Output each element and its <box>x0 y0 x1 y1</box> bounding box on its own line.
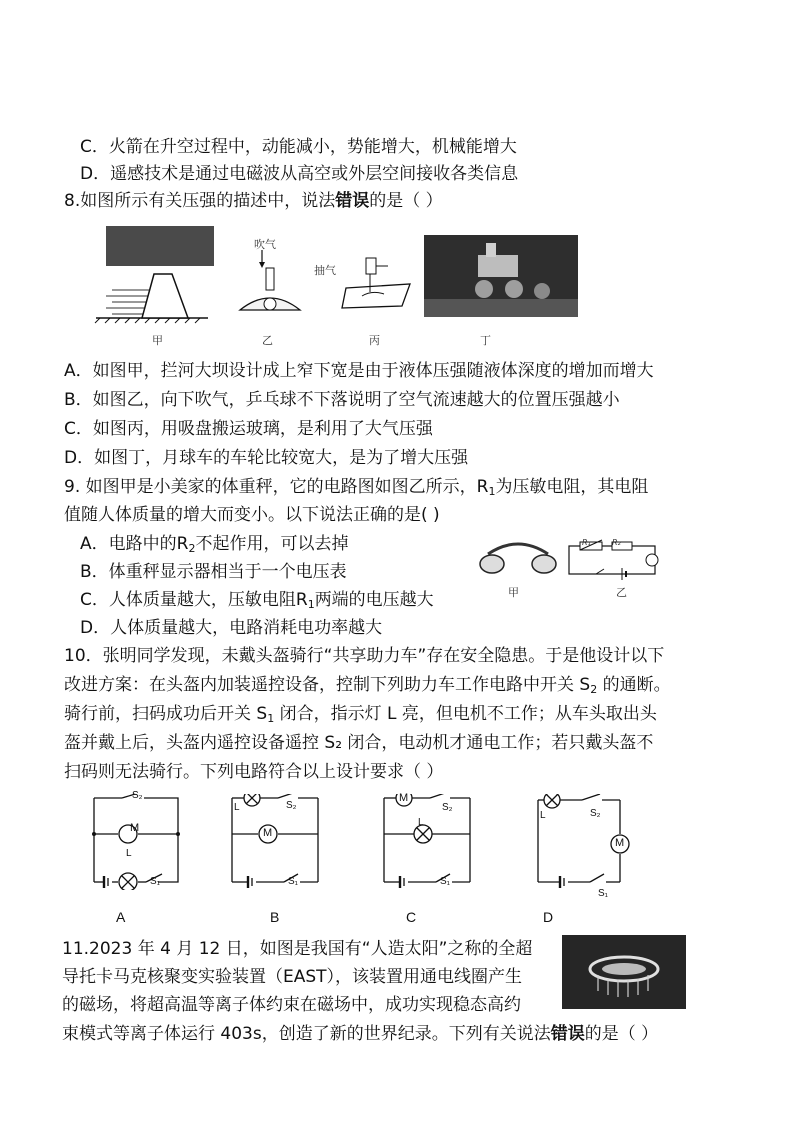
circuit-a-s2-label: S₂ <box>132 790 143 801</box>
q9-option-c <box>80 589 434 616</box>
funnel-ball-diagram <box>232 248 312 320</box>
q11-line4-emphasis: 错误 <box>550 1024 585 1044</box>
circuit-c-motor-label: M <box>399 792 409 804</box>
q10-line3 <box>64 703 657 730</box>
q8-label-jia: 甲 <box>152 334 163 347</box>
circuit-c <box>378 794 478 890</box>
q10-line5: 扫码则无法骑行。下列电路符合以上设计要求（ ） <box>64 762 444 782</box>
q10-line3-text: 骑行前，扫码成功后开关 S <box>64 704 268 724</box>
q11-line4 <box>62 1023 658 1045</box>
q10-line2 <box>64 674 671 701</box>
q10-line3-text-2: 闭合，指示灯 L 亮，但电机不工作；从车头取出头 <box>274 704 657 724</box>
circuit-c-s2-label: S₂ <box>442 802 453 813</box>
q11-line4-text: 束模式等离子体运行 403s，创造了新的世界纪录。下列有关说法 <box>62 1024 551 1044</box>
option-d-label: D <box>543 909 554 925</box>
q9-stem-line1 <box>64 476 648 503</box>
q9-option-c-text: C．人体质量越大，压敏电阻R <box>80 590 308 610</box>
dam-diagram <box>92 268 212 324</box>
q9-stem-line2: 值随人体质量的增大而变小。以下说法正确的是( ) <box>64 505 440 525</box>
q7-option-d: D．遥感技术是通过电磁波从高空或外层空间接收各类信息 <box>80 164 519 184</box>
q8-stem <box>64 190 443 212</box>
q9-option-d: D．人体质量越大，电路消耗电功率越大 <box>80 618 383 638</box>
r2-label: R₂ <box>612 538 621 547</box>
q8-option-a: A．如图甲，拦河大坝设计成上窄下宽是由于液体压强随液体深度的增加而增大 <box>64 361 654 381</box>
q8-stem-text: 8.如图所示有关压强的描述中，说法 <box>64 191 336 211</box>
q10-line2-text: 改进方案：在头盔内加装遥控设备，控制下列助力车工作电路中开关 S <box>64 675 591 695</box>
q7-option-c: C．火箭在升空过程中，动能减小，势能增大，机械能增大 <box>80 137 517 157</box>
circuit-a-l-label: L <box>126 848 132 859</box>
q9-stem-sub: 1 <box>488 485 496 498</box>
circuit-c-l-label: L <box>418 817 424 828</box>
circuit-b-s1-label: S₁ <box>288 876 299 887</box>
q11-line3: 的磁场，将超高温等离子体约束在磁场中，成功实现稳态高约 <box>62 995 521 1015</box>
option-c-label: C <box>406 909 417 925</box>
weight-scale-illustration <box>478 534 558 580</box>
circuit-d-s2-label: S₂ <box>590 808 601 819</box>
q9-label-jia: 甲 <box>508 586 519 599</box>
q8-option-b: B．如图乙，向下吹气，乒乓球不下落说明了空气流速越大的位置压强越小 <box>64 390 620 410</box>
suction-cup-glass-diagram <box>340 250 414 316</box>
q11-line4-bracket: 的是（ ） <box>584 1024 659 1044</box>
option-a-label: A <box>116 909 126 925</box>
circuit-c-s1-label: S₁ <box>440 876 451 887</box>
q9-option-c-sub: 1 <box>307 598 315 611</box>
q8-option-d: D．如图丁，月球车的车轮比较宽大，是为了增大压强 <box>64 448 469 468</box>
q9-stem-text: 9. 如图甲是小美家的体重秤，它的电路图如图乙所示，R <box>64 477 489 497</box>
q10-line2-text-2: 的通断。 <box>597 675 671 695</box>
blow-label: 吹气 <box>254 238 276 251</box>
q9-option-a-text: A．电路中的R <box>80 534 189 554</box>
q9-option-b: B．体重秤显示器相当于一个电压表 <box>80 562 347 582</box>
circuit-d-motor-label: M <box>615 837 625 849</box>
circuit-b-s2-label: S₂ <box>286 800 297 811</box>
q9-option-c-text-2: 两端的电压越大 <box>314 590 434 610</box>
q10-line2-sub: 2 <box>590 683 598 696</box>
q8-label-bing: 丙 <box>369 334 380 347</box>
circuit-d-s1-label: S₁ <box>598 888 609 899</box>
q8-stem-emphasis: 错误 <box>335 191 370 211</box>
q9-label-yi: 乙 <box>616 586 627 599</box>
dam-photo <box>106 226 214 266</box>
q8-option-c: C．如图丙，用吸盘搬运玻璃，是利用了大气压强 <box>64 419 433 439</box>
q10-line3-sub: 1 <box>267 712 275 725</box>
q9-option-a-text-2: 不起作用，可以去掉 <box>195 534 349 554</box>
q8-stem-bracket: 的是（ ） <box>369 191 443 211</box>
circuit-b-motor-label: M <box>263 827 273 839</box>
lunar-rover-photo <box>424 235 578 317</box>
q9-stem-text-2: 为压敏电阻，其电阻 <box>495 477 649 497</box>
circuit-d-l-label: L <box>540 810 546 821</box>
suck-label: 抽气 <box>314 264 336 277</box>
r1-label: R₁ <box>582 538 591 547</box>
q10-line1: 10．张明同学发现，未戴头盔骑行“共享助力车”存在安全隐患。于是他设计以下 <box>64 646 665 666</box>
east-tokamak-photo <box>562 935 686 1009</box>
circuit-b <box>226 794 326 890</box>
circuit-a-s1-label: S₁ <box>150 876 161 887</box>
q9-option-a <box>80 533 348 560</box>
q8-label-yi: 乙 <box>262 334 273 347</box>
circuit-a <box>86 794 186 890</box>
circuit-a-motor-label: M <box>130 822 140 834</box>
q11-line2: 导托卡马克核聚变实验装置（EAST），该装置用通电线圈产生 <box>62 967 523 987</box>
circuit-b-l-label: L <box>234 802 240 813</box>
q9-option-a-sub: 2 <box>188 542 196 555</box>
q11-line1: 11.2023 年 4 月 12 日，如图是我国有“人造太阳”之称的全超 <box>62 939 533 959</box>
q10-line4: 盔并戴上后，头盔内遥控设备遥控 S₂ 闭合，电动机才通电工作；若只戴头盔不 <box>64 733 654 753</box>
q8-label-ding: 丁 <box>480 334 491 347</box>
option-b-label: B <box>270 909 280 925</box>
